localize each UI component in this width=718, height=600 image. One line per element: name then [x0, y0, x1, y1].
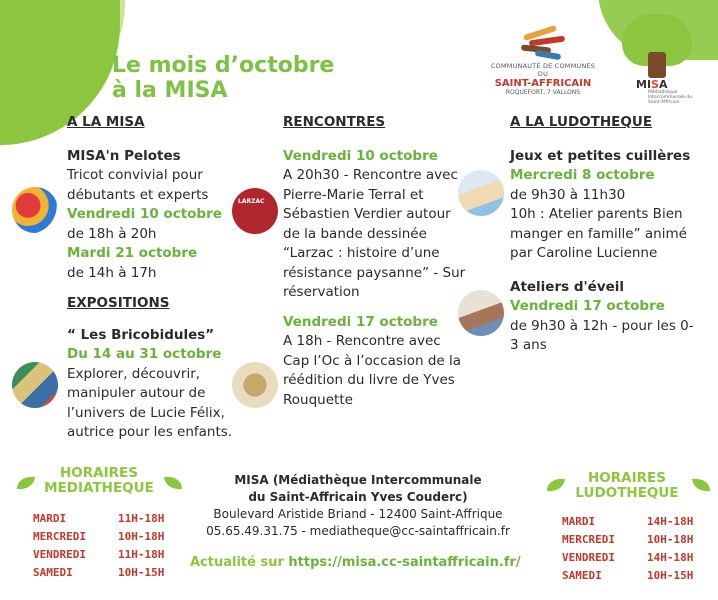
hours-ludotheque-list — [562, 513, 693, 585]
hours-row: MERCREDI 10H-18H — [562, 533, 694, 546]
section-heading-expositions: EXPOSITIONS — [67, 295, 170, 311]
hours-row: VENDREDI 11H-18H — [33, 548, 165, 561]
contact-address: Boulevard Aristide Briand - 12400 Saint-Affrique — [213, 507, 503, 521]
hours-row: MARDI 14H-18H — [562, 515, 694, 528]
communaute-logo-mark — [513, 24, 573, 60]
communaute-logo — [488, 20, 598, 100]
website-label: Actualité sur — [190, 555, 289, 570]
column-rencontres — [283, 113, 468, 410]
contact-name-line-1: MISA (Médiathèque Intercommunale — [234, 473, 482, 487]
event-date: Vendredi 17 octobre — [510, 298, 665, 314]
hours-row: SAMEDI 10H-15H — [562, 569, 694, 582]
title-line-2: à la MISA — [112, 78, 228, 103]
book-cover-image — [232, 362, 278, 408]
event-description: de 9h30 à 12h - pour les 0-3 ans — [510, 317, 694, 353]
event-time: de 14h à 17h — [67, 264, 157, 281]
hours-ludotheque-title: HORAIRES LUDOTHEQUE — [575, 470, 679, 501]
event-description: A 20h30 - Rencontre avec Pierre-Marie Terral et Sébastien Verdier autour de la bande dessinée “Larzac : histoire d’une résistance paysanne” - Sur réservation — [283, 167, 466, 300]
event-date: Mercredi 8 octobre — [510, 167, 655, 183]
section-heading-misa: A LA MISA — [67, 114, 145, 130]
hours-row: SAMEDI 10H-15H — [33, 566, 165, 579]
tree-trunk — [648, 52, 666, 78]
exhibition-image — [12, 362, 58, 408]
expo-title: “ Les Bricobidules” — [67, 326, 215, 343]
contact-name-line-2: du Saint-Affricain Yves Couderc) — [248, 490, 468, 504]
event-time: de 18h à 20h — [67, 225, 157, 242]
hours-mediatheque-list — [33, 510, 164, 582]
leaf-icon — [162, 475, 184, 491]
section-heading-rencontres: RENCONTRES — [283, 114, 386, 130]
event-date: Vendredi 10 octobre — [283, 147, 438, 164]
hours-mediatheque-title: HORAIRES MEDIATHEQUE — [44, 465, 154, 496]
expo-description: Explorer, découvrir, manipuler autour de l’univers de Lucie Félix, autrice pour les enfants. — [67, 365, 233, 440]
event-title: Ateliers d'éveil — [510, 278, 625, 295]
event-date: Vendredi 10 octobre — [67, 206, 222, 222]
communaute-logo-text-2: SAINT-AFFRICAIN — [494, 78, 592, 89]
event-title: Jeux et petites cuillères — [510, 147, 691, 164]
leaf-icon — [15, 475, 37, 491]
event-description: de 9h30 à 11h30 10h : Atelier parents Bien manger en famille” animé par Caroline Lucienne — [510, 186, 687, 261]
misa-logo-subtitle: Médiathèque Intercommunale du Saint-Affricain — [648, 90, 693, 105]
event-description: Tricot convivial pour débutants et experts — [67, 167, 209, 203]
event-title: MISA'n Pelotes — [67, 147, 181, 164]
hours-row: MERCREDI 10H-18H — [33, 530, 165, 543]
expo-dates: Du 14 au 31 octobre — [67, 346, 222, 362]
event-description: A 18h - Rencontre avec Cap l’Oc à l’occasion de la réédition du livre de Yves Rouquette — [283, 333, 462, 408]
hours-row: VENDREDI 14H-18H — [562, 551, 694, 564]
event-date: Vendredi 17 octobre — [283, 313, 438, 330]
title-line-1: Le mois d’octobre — [112, 53, 335, 78]
larzac-book-cover — [232, 188, 278, 234]
column-ludotheque — [510, 113, 695, 356]
baby-activity-image — [458, 290, 504, 336]
website-link[interactable]: https://misa.cc-saintaffricain.fr/ — [288, 555, 521, 570]
kids-game-image — [458, 170, 504, 216]
leaf-icon — [690, 477, 712, 493]
contact-block — [188, 472, 528, 540]
column-misa — [67, 113, 252, 443]
yarn-balls-image — [12, 187, 58, 233]
section-heading-ludotheque: A LA LUDOTHEQUE — [510, 114, 653, 130]
page-title — [112, 53, 334, 103]
larzac-book-label: LARZAC — [238, 198, 265, 205]
communaute-logo-text-3: ROQUEFORT, 7 VALLONS — [505, 89, 581, 96]
leaf-icon — [545, 477, 567, 493]
contact-phone-email[interactable]: 05.65.49.31.75 - mediatheque@cc-saintaffricain.fr — [206, 524, 510, 538]
hours-row: MARDI 11H-18H — [33, 512, 165, 525]
event-date: Mardi 21 octobre — [67, 245, 198, 261]
communaute-logo-text-1: COMMUNAUTÉ DE COMMUNES DU — [490, 62, 596, 78]
misa-logo — [600, 12, 700, 107]
website-line — [190, 555, 521, 570]
misa-logo-name: MISA — [636, 78, 668, 91]
